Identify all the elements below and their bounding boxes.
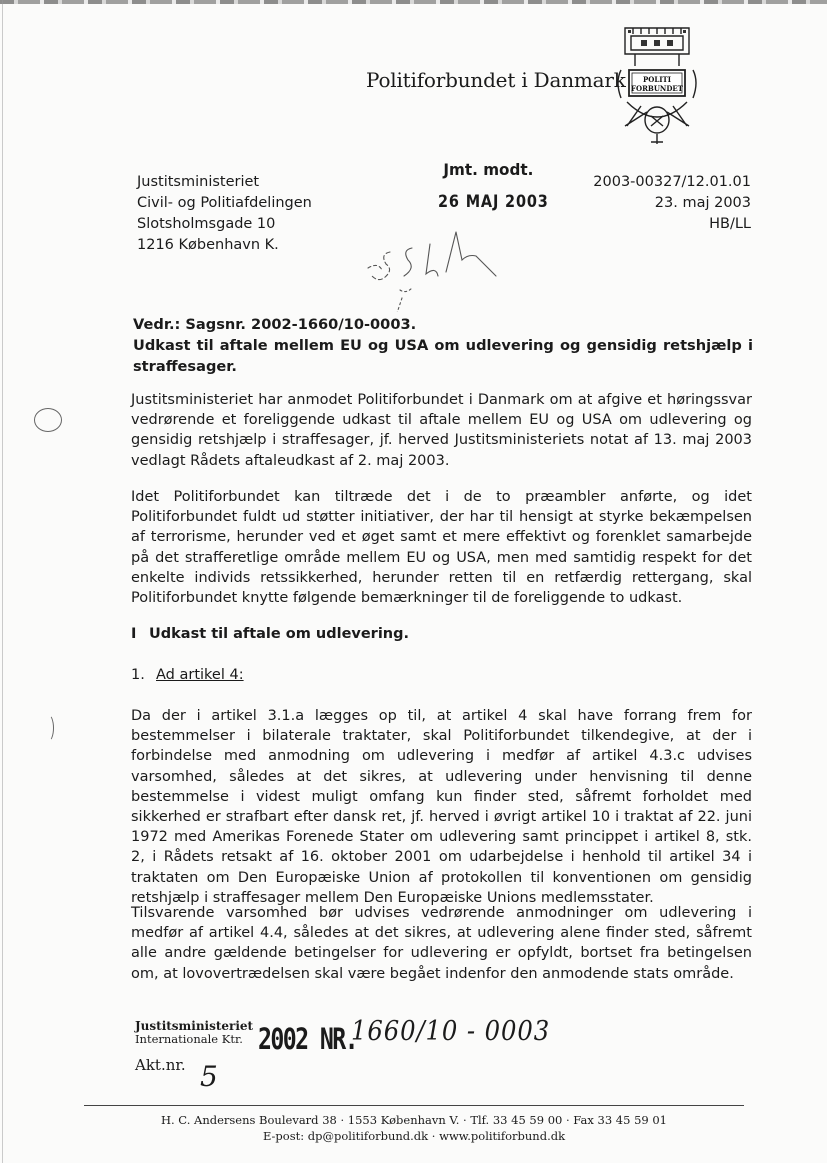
footer-address: H. C. Andersens Boulevard 38 · 1553 København V. · Tlf. 33 45 59 00 · Fax 33 45 59 01	[160, 1113, 668, 1127]
section-title: Udkast til aftale om udlevering.	[149, 626, 410, 642]
handwritten-scribble	[360, 222, 530, 312]
received-stamp-date: 26 MAJ 2003	[438, 192, 549, 212]
body-paragraph: Idet Politiforbundet kan tiltræde det i de to præambler anførte, og idet Politiforbundet fuldt ud støtter initiativer, der har til hensigt at styrke bekæmpelsen af terrorisme, herunder ved et øget samt et mere effektivt og forenklet samarbejde på det strafferetlige område mellem EU og USA, men med samtidig respekt for det enkelte individs retssikkerhed, herunder retten til en retfærdig rettergang, skal Politiforbundet knytte følgende bemærkninger til de foreliggende to udkast.	[131, 489, 752, 607]
footer-email-web: E-post: dp@politiforbund.dk · www.politiforbund.dk	[262, 1129, 566, 1143]
footer-divider	[84, 1105, 744, 1106]
recipient-line: Slotsholmsgade 10	[137, 216, 276, 232]
reference-block	[593, 172, 751, 235]
recipient-line: 1216 København K.	[137, 237, 279, 253]
body-paragraph: Da der i artikel 3.1.a lægges op til, at artikel 4 skal have forrang frem for bestemmelser i bilaterale traktater, skal Politiforbundet tilkendegive, at der i forbindelse med anmodning om udlevering i medfør af artikel 4.3.c udvises varsomhed, således at det sikres, at udlevering under henvisning til denne bestemmelse i videst muligt omfang kun finder sted, såfremt forholdet med sikkerhed er strafbart efter dansk ret, jf. herved i øvrigt artikel 10 i traktat af 22. juni 1972 med Amerikas Forenede Stater om udlevering samt princippet i artikel 8, stk. 2, i Rådets retsakt af 16. oktober 2001 om udarbejdelse i henhold til artikel 34 i traktaten om Den Europæiske Union af protokollen til konventionen om gensidig retshjælp i straffesager mellem Den Europæiske Unions medlemsstater.	[131, 708, 752, 906]
police-union-crest-logo	[611, 24, 703, 148]
reference-number: 2003-00327/12.01.01	[593, 174, 751, 190]
scan-artifact-top	[0, 0, 827, 4]
recipient-line: Justitsministeriet	[137, 174, 260, 190]
handwritten-case-number: 1660/10 - 0003	[351, 1016, 551, 1047]
file-stamp-akt-label: Akt.nr.	[135, 1056, 186, 1074]
recipient-address	[137, 172, 312, 256]
subject-title: Udkast til aftale mellem EU og USA om udlevering og gensidig retshjælp i straffesager.	[133, 337, 753, 375]
file-stamp-ministry: Justitsministeriet	[135, 1019, 254, 1033]
body-paragraph: Justitsministeriet har anmodet Politiforbundet i Danmark om at afgive et høringssvar vedrørende et foreliggende udkast til aftale mellem EU og USA om udlevering og gensidig retshjælp i straffesager, jf. herved Justitsministeriets notat af 13. maj 2003 vedlagt Rådets aftaleudkast af 2. maj 2003.	[131, 392, 752, 469]
initials: HB/LL	[709, 216, 751, 232]
letter-date: 23. maj 2003	[654, 195, 751, 211]
subject-heading	[133, 314, 753, 377]
recipient-line: Civil- og Politiafdelingen	[137, 195, 312, 211]
svg-text:POLITI: POLITI	[642, 75, 672, 84]
section-heading	[131, 626, 409, 642]
punch-hole-mark	[42, 714, 54, 742]
punch-hole-mark	[34, 408, 62, 432]
body-paragraph: Tilsvarende varsomhed bør udvises vedrørende anmodninger om udlevering i medfør af artikel 4.4, således at det sikres, at udlevering alene finder sted, såfremt alle andre gældende betingelser for udlevering er opfyldt, bortset fra betingelsen om, at lovovertrædelsen skal være begået indenfor den anmodende stats område.	[131, 905, 752, 982]
organization-name: Politiforbundet i Danmark	[366, 68, 626, 92]
file-stamp-office: Internationale Ktr.	[135, 1032, 243, 1046]
received-stamp-label: Jmt. modt.	[443, 160, 534, 179]
file-stamp	[135, 1019, 357, 1074]
subsection-heading	[131, 667, 244, 683]
file-stamp-year: 2002 NR.	[258, 1022, 357, 1056]
subsection-number: 1.	[131, 667, 145, 683]
handwritten-akt-number: 5	[200, 1060, 218, 1093]
scan-artifact-left	[2, 0, 3, 1163]
subject-case-number: Vedr.: Sagsnr. 2002-1660/10-0003.	[133, 316, 417, 333]
section-number: I	[131, 626, 137, 642]
subsection-title: Ad artikel 4:	[156, 667, 244, 683]
footer-contact	[84, 1112, 744, 1144]
svg-text:FORBUNDET: FORBUNDET	[631, 84, 683, 93]
